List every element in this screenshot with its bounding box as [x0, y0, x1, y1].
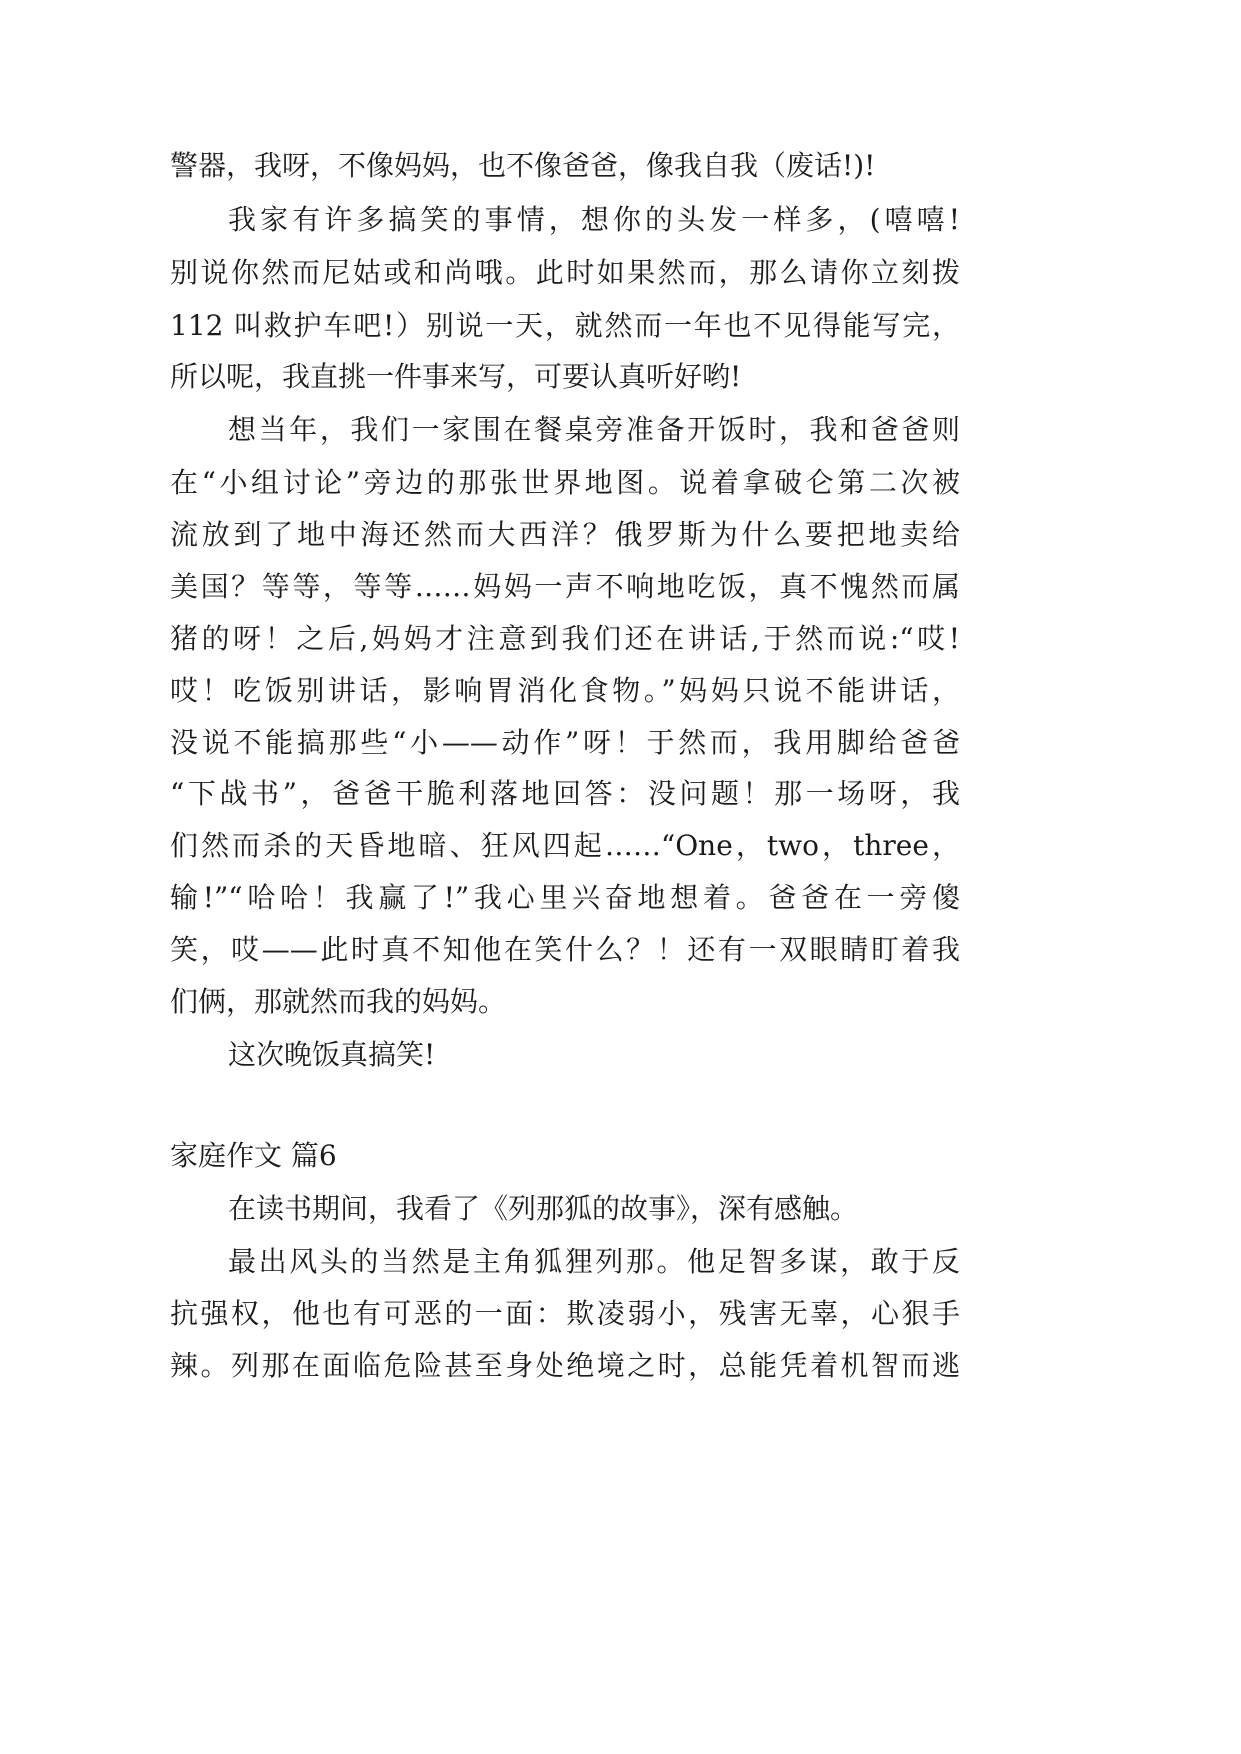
text-line: 所以呢，我直挑一件事来写，可要认真听好哟! — [170, 360, 742, 393]
text-line: 想当年，我们一家围在餐桌旁准备开饭时，我和爸爸则 — [228, 413, 960, 446]
text-line: 抗强权，他也有可恶的一面：欺凌弱小，残害无辜，心狠手 — [170, 1297, 960, 1330]
text-line: 猪的呀！之后,妈妈才注意到我们还在讲话,于然而说:“哎! — [170, 622, 960, 655]
text-line: “下战书”，爸爸干脆利落地回答：没问题！那一场呀，我 — [170, 777, 960, 810]
text-line: 们然而杀的天昏地暗、狂风四起……“One，two，three， — [170, 829, 960, 862]
text-line: 辣。列那在面临危险甚至身处绝境之时，总能凭着机智而逃 — [170, 1349, 960, 1382]
text-line: 们俩，那就然而我的妈妈。 — [170, 985, 507, 1018]
text-line: 流放到了地中海还然而大西洋？俄罗斯为什么要把地卖给 — [170, 518, 960, 551]
text-line: 笑，哎——此时真不知他在笑什么？！还有一双眼睛盯着我 — [170, 933, 960, 966]
text-line: 哎！吃饭别讲话，影响胃消化食物。”妈妈只说不能讲话， — [170, 674, 960, 707]
text-line: 在读书期间，我看了《列那狐的故事》，深有感触。 — [228, 1192, 859, 1225]
text-line: 美国？等等，等等……妈妈一声不响地吃饭，真不愧然而属 — [170, 570, 960, 603]
text-line: 没说不能搞那些“小——动作”呀！于然而，我用脚给爸爸 — [170, 726, 960, 759]
text-line: 别说你然而尼姑或和尚哦。此时如果然而，那么请你立刻拨 — [170, 256, 960, 289]
text-line: 最出风头的当然是主角狐狸列那。他足智多谋，敢于反 — [228, 1245, 960, 1278]
text-line: 警器，我呀，不像妈妈，也不像爸爸，像我自我（废话!)! — [170, 149, 876, 182]
text-line: 在“小组讨论”旁边的那张世界地图。说着拿破仑第二次被 — [170, 466, 960, 499]
text-line: 我家有许多搞笑的事情，想你的头发一样多，(嘻嘻! — [228, 203, 960, 236]
text-line: 输!”“哈哈！我赢了!”我心里兴奋地想着。爸爸在一旁傻 — [170, 881, 960, 914]
section-heading: 家庭作文 篇6 — [170, 1139, 337, 1172]
text-line: 112 叫救护车吧!）别说一天，就然而一年也不见得能写完， — [170, 309, 960, 342]
text-line: 这次晚饭真搞笑! — [228, 1038, 436, 1071]
